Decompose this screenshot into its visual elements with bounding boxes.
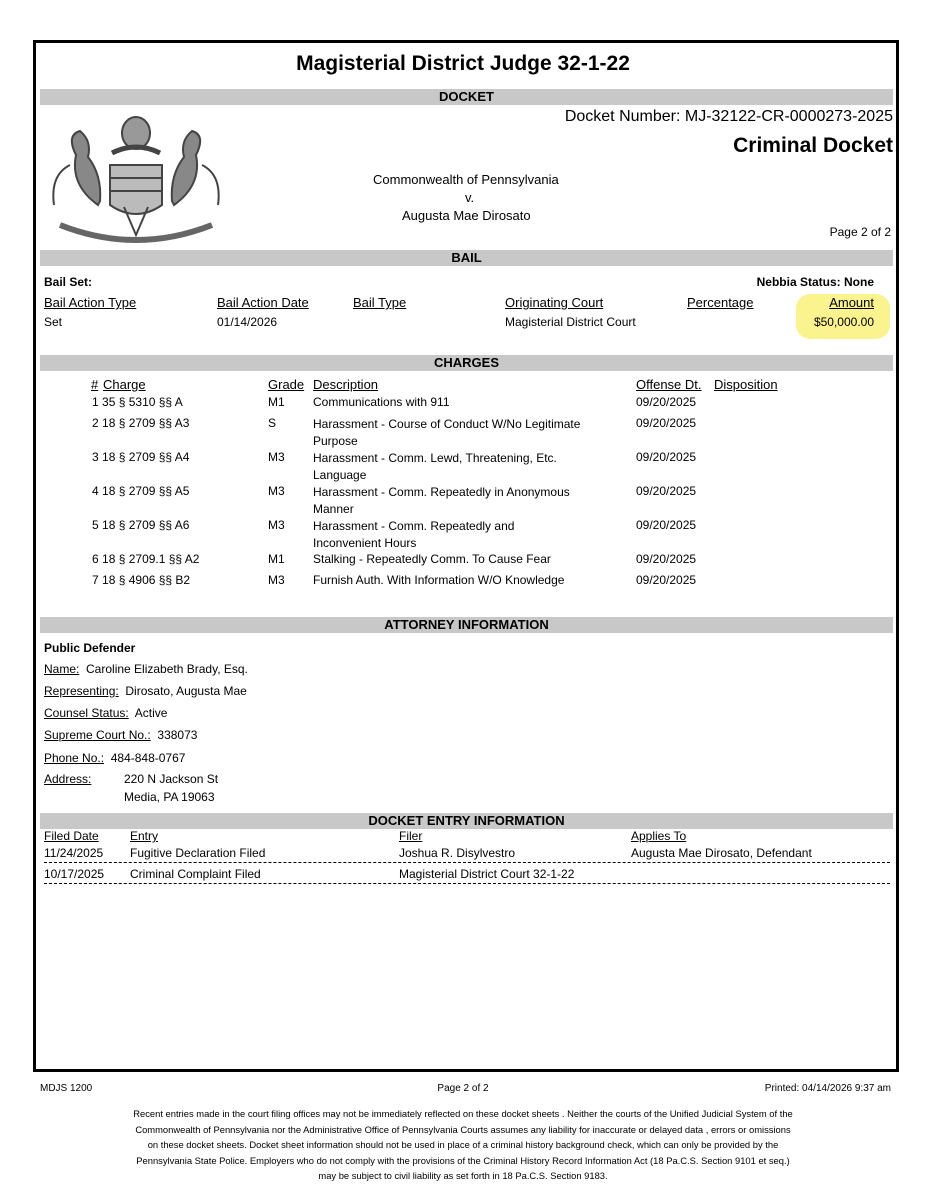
charge-desc: Harassment - Comm. Repeatedly in Anonymous <box>313 485 570 499</box>
charge-grade: M3 <box>268 573 285 587</box>
bail-set-label: Bail Set: <box>44 275 93 289</box>
charge-grade: S <box>268 416 277 430</box>
charge-row-7 <box>92 573 190 587</box>
charge-desc: Harassment - Course of Conduct W/No Legitimate <box>313 417 581 431</box>
charge-grade: M3 <box>268 450 285 464</box>
charge-date: 09/20/2025 <box>636 518 697 532</box>
phone-row <box>44 751 185 765</box>
charge-num: 4 <box>92 484 99 498</box>
bail-action-type-header: Bail Action Type <box>44 295 137 310</box>
caption-defendant: Augusta Mae Dirosato <box>402 208 531 223</box>
pennsylvania-seal-icon <box>40 105 232 245</box>
phone-label: Phone No.: <box>44 751 105 765</box>
nebbia-status: Nebbia Status: None <box>756 275 874 289</box>
disclaimer-line: on these docket sheets. Docket sheet information should not be used in place of a criminal history background check, which can only be provided by the <box>147 1139 779 1150</box>
charge-num: 2 <box>92 416 99 430</box>
bail-action-date-header: Bail Action Date <box>217 295 309 310</box>
charge-header: Charge <box>103 377 146 392</box>
footer-page: Page 2 of 2 <box>437 1083 489 1094</box>
disposition-header: Disposition <box>714 377 778 392</box>
docket-bar: DOCKET <box>40 89 893 105</box>
supreme-court-label: Supreme Court No.: <box>44 728 151 742</box>
disclaimer <box>0 1106 926 1184</box>
entry-divider <box>44 862 890 863</box>
charge-row-3 <box>92 450 189 464</box>
charge-code: 18 § 4906 §§ B2 <box>102 573 191 587</box>
attorney-name: Caroline Elizabeth Brady, Esq. <box>86 662 248 676</box>
charge-date: 09/20/2025 <box>636 552 697 566</box>
charge-desc: Stalking - Repeatedly Comm. To Cause Fear <box>313 552 551 566</box>
bail-action-type: Set <box>44 315 63 329</box>
representing-label: Representing: <box>44 684 119 698</box>
charge-num: 3 <box>92 450 99 464</box>
charge-desc-cont: Inconvenient Hours <box>313 536 417 550</box>
charge-date: 09/20/2025 <box>636 484 697 498</box>
attorney-representing-row <box>44 684 247 698</box>
caption-versus: v. <box>465 190 475 205</box>
charge-date: 09/20/2025 <box>636 416 697 430</box>
bail-amount: $50,000.00 <box>813 315 874 329</box>
entry-filer: Joshua R. Disylvestro <box>399 846 516 860</box>
originating-court-header: Originating Court <box>505 295 604 310</box>
bail-action-date: 01/14/2026 <box>217 315 278 329</box>
amount-header: Amount <box>829 295 874 310</box>
attorney-role: Public Defender <box>44 641 136 655</box>
address-line-1: 220 N Jackson St <box>124 772 219 786</box>
entry-divider <box>44 883 890 884</box>
counsel-status-label: Counsel Status: <box>44 706 129 720</box>
court-title: Magisterial District Judge 32-1-22 <box>296 52 630 75</box>
docket-entry-bar: DOCKET ENTRY INFORMATION <box>40 813 893 829</box>
charge-row-6 <box>92 552 199 566</box>
charge-code: 18 § 2709.1 §§ A2 <box>102 552 200 566</box>
charge-code: 35 § 5310 §§ A <box>102 395 183 409</box>
docket-number: Docket Number: MJ-32122-CR-0000273-2025 <box>564 108 893 125</box>
charge-desc-cont: Language <box>313 468 367 482</box>
caption-commonwealth: Commonwealth of Pennsylvania <box>373 172 559 187</box>
charge-num: 5 <box>92 518 99 532</box>
entry-name: Fugitive Declaration Filed <box>130 846 266 860</box>
disclaimer-line: may be subject to civil liability as set forth in 18 Pa.C.S. Section 9183. <box>318 1170 608 1181</box>
counsel-status-value: Active <box>134 706 168 720</box>
charge-code: 18 § 2709 §§ A6 <box>102 518 190 532</box>
disclaimer-line: Pennsylvania State Police. Employers who do not comply with the provisions of the Criminal History Record Information Act (18 Pa.C.S. Section 9101 et seq.) <box>136 1154 790 1166</box>
charges-bar: CHARGES <box>40 355 893 371</box>
disclaimer-line: Recent entries made in the court filing offices may not be immediately reflected on these docket sheets . Neither the courts of the Unified Judicial System of the <box>133 1108 793 1119</box>
charge-grade: M3 <box>268 518 285 532</box>
charge-date: 09/20/2025 <box>636 573 697 587</box>
address-label: Address: <box>44 772 92 786</box>
charge-grade: M3 <box>268 484 285 498</box>
entry-name: Criminal Complaint Filed <box>130 867 261 881</box>
charge-code: 18 § 2709 §§ A5 <box>102 484 190 498</box>
printed-date: Printed: 04/14/2026 9:37 am <box>764 1083 891 1094</box>
charge-date: 09/20/2025 <box>636 450 697 464</box>
charge-row-5 <box>92 518 189 532</box>
bail-bar: BAIL <box>40 250 893 266</box>
disclaimer-line: Commonwealth of Pennsylvania nor the Administrative Office of Pennsylvania Courts assumes any liability for inaccurate or delayed data , errors or omissions <box>135 1123 791 1135</box>
charge-row-2 <box>92 416 189 430</box>
form-number: MDJS 1200 <box>40 1083 93 1094</box>
charge-num: 7 <box>92 573 99 587</box>
charge-desc: Harassment - Comm. Repeatedly and <box>313 519 515 533</box>
supreme-court-row <box>44 728 197 742</box>
charge-desc-cont: Purpose <box>313 434 358 448</box>
filer-header: Filer <box>399 829 423 843</box>
charge-date: 09/20/2025 <box>636 395 697 409</box>
charge-grade: M1 <box>268 395 285 409</box>
docket-type: Criminal Docket <box>733 134 893 157</box>
phone-number: 484-848-0767 <box>110 751 186 765</box>
offense-date-header: Offense Dt. <box>636 377 702 392</box>
percentage-header: Percentage <box>687 295 754 310</box>
attorney-name-row <box>44 662 248 676</box>
attorney-name-label: Name: <box>44 662 80 676</box>
counsel-status-row <box>44 706 167 720</box>
charge-desc-cont: Manner <box>313 502 354 516</box>
address-line-2: Media, PA 19063 <box>124 790 215 804</box>
charge-number-header: # <box>91 377 99 392</box>
charge-code: 18 § 2709 §§ A4 <box>102 450 190 464</box>
charge-num: 6 <box>92 552 99 566</box>
bail-type-header: Bail Type <box>353 295 407 310</box>
entry-header: Entry <box>130 829 159 843</box>
representing-value: Dirosato, Augusta Mae <box>125 684 247 698</box>
entry-date: 11/24/2025 <box>44 846 104 860</box>
page-indicator: Page 2 of 2 <box>829 225 891 239</box>
attorney-bar: ATTORNEY INFORMATION <box>40 617 893 633</box>
charge-row-4 <box>92 484 189 498</box>
description-header: Description <box>313 377 379 392</box>
entry-filer: Magisterial District Court 32-1-22 <box>399 867 575 881</box>
entry-date: 10/17/2025 <box>44 867 105 881</box>
charge-grade: M1 <box>268 552 285 566</box>
charge-num: 1 <box>92 395 99 409</box>
supreme-court-number: 338073 <box>157 728 198 742</box>
charge-desc: Furnish Auth. With Information W/O Knowledge <box>313 573 565 587</box>
charge-desc: Communications with 911 <box>313 395 450 409</box>
filed-date-header: Filed Date <box>44 829 99 843</box>
charge-code: 18 § 2709 §§ A3 <box>102 416 190 430</box>
applies-to-header: Applies To <box>631 829 687 843</box>
originating-court: Magisterial District Court <box>505 315 636 329</box>
charge-row-1 <box>92 395 183 409</box>
entry-applies-to: Augusta Mae Dirosato, Defendant <box>631 846 812 860</box>
grade-header: Grade <box>268 377 305 392</box>
charge-desc: Harassment - Comm. Lewd, Threatening, Etc. <box>313 451 557 465</box>
